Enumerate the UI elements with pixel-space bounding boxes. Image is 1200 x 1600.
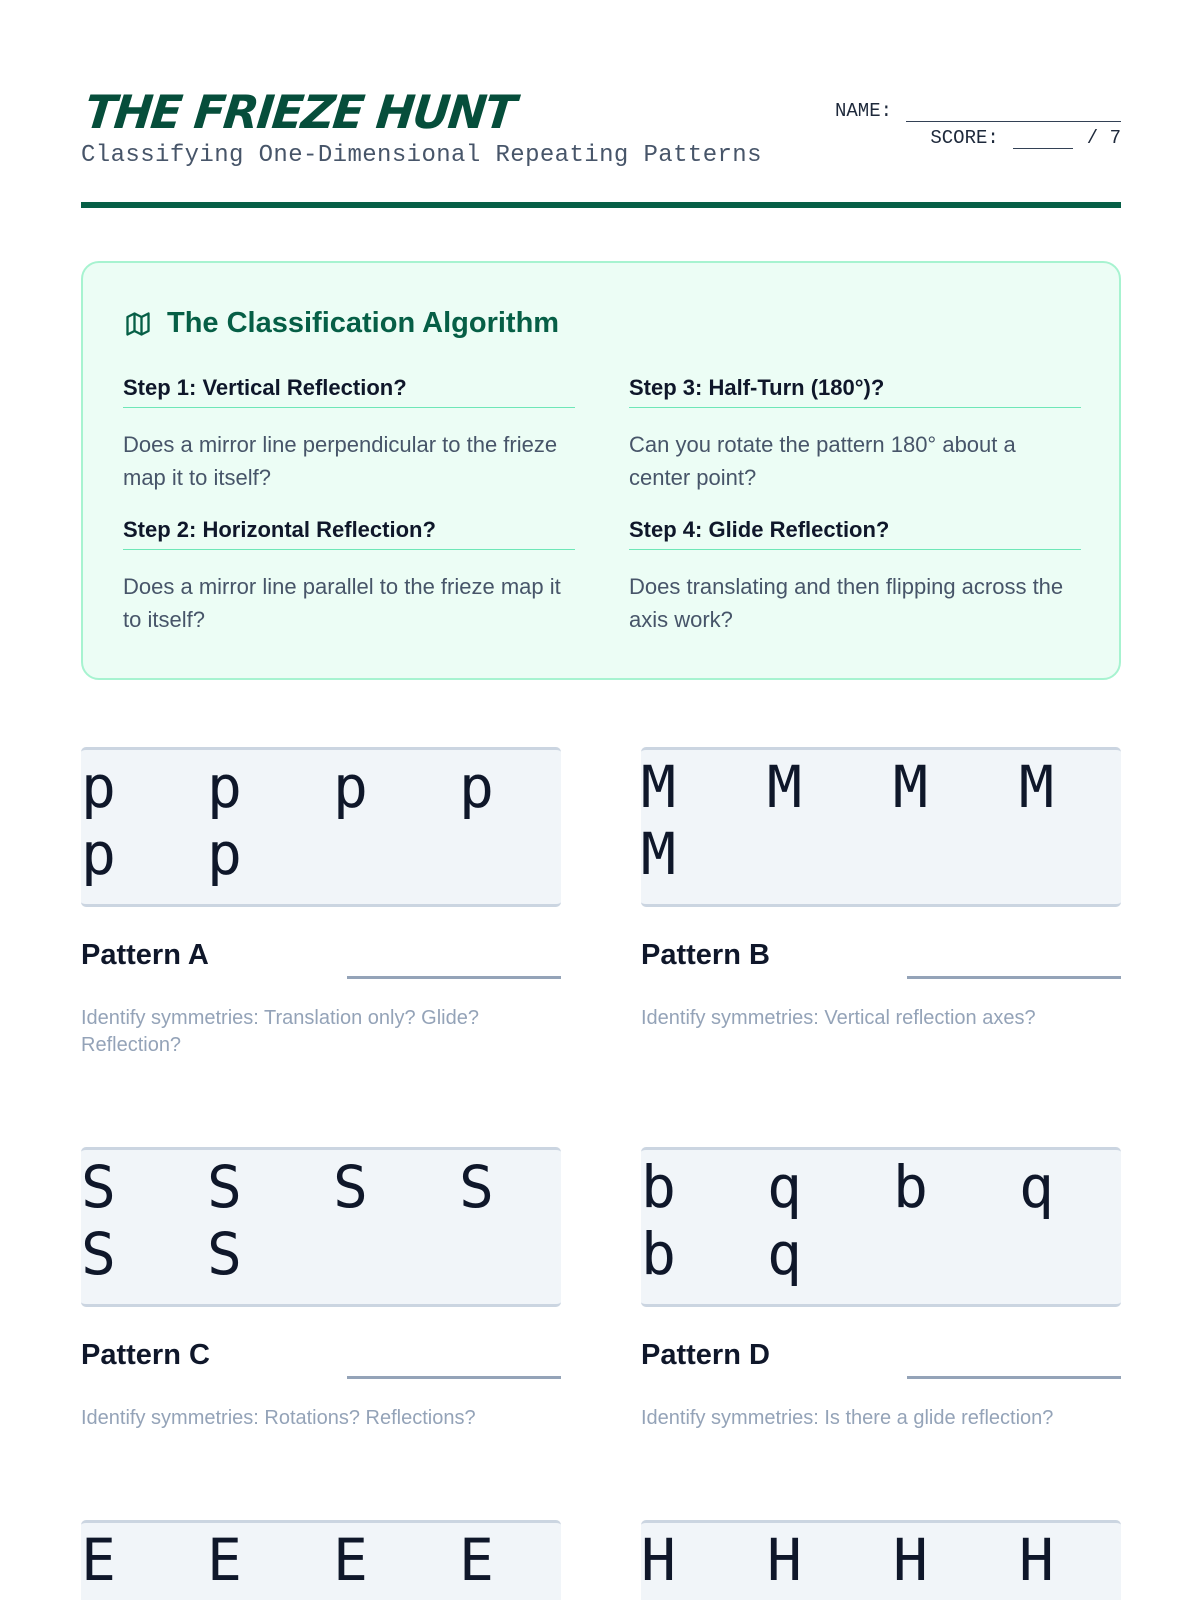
score-field-row (930, 127, 1121, 149)
frieze-strip (81, 1520, 561, 1600)
step-text: Does translating and then flipping across the axis work? (629, 574, 1064, 632)
frieze-glyph: p (459, 753, 494, 821)
pattern-card-f (641, 1520, 1121, 1600)
score-label: SCORE: (930, 127, 999, 149)
frieze-glyph: p (333, 753, 368, 821)
pattern-hint: Identify symmetries: Vertical reflection axes? (641, 1007, 1036, 1029)
step-title: Step 2: Horizontal Reflection? (123, 517, 575, 550)
worksheet-header (81, 84, 1121, 208)
pattern-card-a (81, 747, 561, 1056)
algorithm-title: The Classification Algorithm (167, 307, 560, 339)
frieze-glyph: S (81, 1153, 116, 1221)
frieze-glyph: E (459, 1526, 494, 1594)
pattern-label: Pattern D (641, 1339, 770, 1371)
score-total: / 7 (1086, 127, 1121, 149)
frieze-glyph: H (767, 1526, 802, 1594)
frieze-glyph: p (207, 753, 242, 821)
frieze-glyph: S (207, 1220, 242, 1288)
name-field[interactable] (906, 104, 1121, 122)
frieze-glyph: p (81, 753, 116, 821)
step-text: Can you rotate the pattern 180° about a center point? (629, 432, 1016, 490)
step-text: Does a mirror line perpendicular to the frieze map it to itself? (123, 432, 558, 490)
frieze-glyph: q (767, 1220, 802, 1288)
step-3 (629, 375, 1081, 494)
frieze-strip (81, 747, 561, 907)
frieze-glyph: b (641, 1220, 676, 1288)
name-label: NAME: (834, 100, 892, 122)
frieze-glyph: H (1019, 1526, 1054, 1594)
step-title: Step 3: Half-Turn (180°)? (629, 375, 1081, 408)
step-2 (123, 517, 575, 636)
step-title: Step 1: Vertical Reflection? (123, 375, 575, 408)
pattern-hint: Identify symmetries: Translation only? Glide? Reflection? (81, 1007, 479, 1056)
frieze-glyph: p (207, 820, 242, 888)
answer-field[interactable] (347, 976, 561, 979)
pattern-card-b (641, 747, 1121, 1029)
frieze-glyph: q (767, 1153, 802, 1221)
step-title: Step 4: Glide Reflection? (629, 517, 1081, 550)
pattern-card-e (81, 1520, 561, 1600)
step-4 (629, 517, 1081, 636)
pattern-hint: Identify symmetries: Is there a glide reflection? (641, 1407, 1054, 1429)
algorithm-heading (123, 307, 559, 340)
frieze-glyph: E (207, 1526, 242, 1594)
pattern-label: Pattern B (641, 939, 770, 971)
frieze-glyph: b (893, 1153, 928, 1221)
classification-algorithm-panel (81, 261, 1121, 680)
step-1 (123, 375, 575, 494)
frieze-glyph: E (81, 1526, 116, 1594)
answer-field[interactable] (907, 976, 1121, 979)
answer-field[interactable] (907, 1376, 1121, 1379)
frieze-glyph: E (333, 1526, 368, 1594)
name-field-row (835, 100, 1121, 122)
map-icon (123, 310, 153, 338)
frieze-glyph: H (641, 1526, 676, 1594)
frieze-glyph: S (81, 1220, 116, 1288)
frieze-glyph: p (81, 820, 116, 888)
frieze-glyph: S (207, 1153, 242, 1221)
frieze-glyph: M (1019, 753, 1054, 821)
frieze-glyph: M (893, 753, 928, 821)
frieze-glyph: b (641, 1153, 676, 1221)
frieze-glyph: H (893, 1526, 928, 1594)
pattern-card-c (81, 1147, 561, 1429)
frieze-strip (641, 747, 1121, 907)
frieze-glyph: M (767, 753, 802, 821)
step-text: Does a mirror line parallel to the frieze map it to itself? (123, 574, 561, 632)
pattern-hint: Identify symmetries: Rotations? Reflections? (81, 1407, 476, 1429)
frieze-strip (641, 1520, 1121, 1600)
pattern-card-d (641, 1147, 1121, 1429)
frieze-glyph: S (333, 1153, 368, 1221)
frieze-strip (641, 1147, 1121, 1307)
frieze-glyph: S (459, 1153, 494, 1221)
answer-field[interactable] (347, 1376, 561, 1379)
score-field[interactable] (1013, 131, 1073, 149)
pattern-label: Pattern A (81, 939, 209, 971)
page-subtitle: Classifying One-Dimensional Repeating Patterns (81, 142, 762, 169)
frieze-glyph: M (641, 820, 676, 888)
frieze-glyph: M (641, 753, 676, 821)
frieze-strip (81, 1147, 561, 1307)
page-title: THE FRIEZE HUNT (82, 85, 518, 139)
pattern-label: Pattern C (81, 1339, 210, 1371)
frieze-glyph: q (1019, 1153, 1054, 1221)
